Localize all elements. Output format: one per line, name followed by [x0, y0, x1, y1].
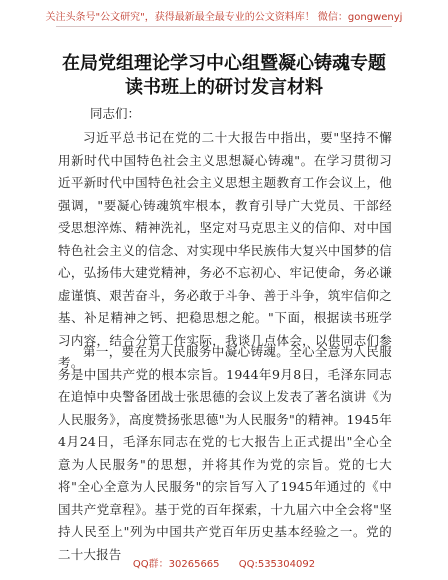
footer-qq: QQ:535304092	[238, 559, 316, 570]
footer-qq-group: QQ群：30265665	[132, 559, 220, 570]
salutation: 同志们：	[90, 106, 141, 121]
document-title: 在局党组理论学习中心组暨凝心铸魂专题读书班上的研讨发言材料	[62, 53, 386, 98]
top-banner: 关注头条号"公文研究"，获得最新最全最专业的公文资料库！ 微信：gongwenyj	[45, 12, 403, 23]
footer	[0, 555, 448, 570]
paragraph-1: 习近平总书记在党的二十大报告中指出，要"坚持不懈用新时代中国特色社会主义思想凝心铸魂"。在学习贯彻习近平新时代中国特色社会主义思想主题教育工作会议上，他强调，"要凝心铸魂筑牢根本，教育引导广大党员、干部经受思想淬炼、精神洗礼，坚定对马克思主义的信仰、对中国特色社会主义的信念、对实现中华民族伟大复兴中国梦的信心，弘扬伟大建党精神，务必不忘初心、牢记使命，务必谦虚谨慎、艰苦奋斗，务必敢于斗争、善于斗争，筑牢信仰之基、补足精神之钙、把稳思想之舵。"下面，根据读书班学习内容，结合分管工作实际，我谈几点体会，以供同志们参考。	[58, 130, 392, 370]
header-divider	[56, 26, 392, 27]
paragraph-2: 第一，要在为人民服务中凝心铸魂。全心全意为人民服务是中国共产党的根本宗旨。1944年9月8日，毛泽东同志在追悼中央警备团战士张思德的会议上发表了著名演讲《为人民服务》，高度赞扬张思德"为人民服务"的精神。1945年4月24日，毛泽东同志在党的七大报告上正式提出"全心全意为人民服务"的思想，并将其作为党的宗旨。党的七大将"全心全意为人民服务"的宗旨写入了1945年通过的《中国共产党章程》。基于党的百年探索，十九届六中全会将"坚持人民至上"列为中国共产党百年历史基本经验之一。党的二十大报告	[58, 344, 392, 562]
